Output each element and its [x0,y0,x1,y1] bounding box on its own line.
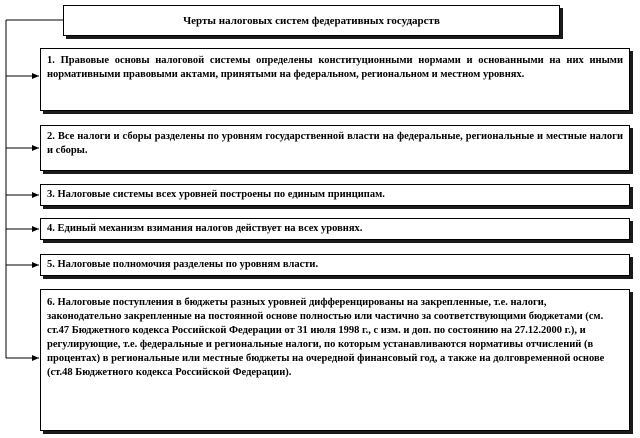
diagram-title-box [63,5,560,36]
feature-box-2 [40,125,630,171]
feature-text-6: 6. Налоговые поступления в бюджеты разных уровней дифференцированы на закрепленные, т.е. налоги, законодательно закрепленные на постоянной основе полностью или частично за соответствующими бюджетами (см. ст.47 Бюджетного кодекса Российской Федерации от 31 июля 1998 г., с изм. и доп. по состоянию на 27.12.2000 г.), и регулирующие, т.е. федеральные и региональные налоги, по которым устанавливаются нормативы отчислений (в процентах) в региональные или местные бюджеты на очередной финансовый год, а также на долговременной основе (ст.48 Бюджетного кодекса Российской Федерации). [47,297,605,378]
diagram-title: Черты налоговых систем федеративных государств [183,14,440,27]
feature-text-2: 2. Все налоги и сборы разделены по уровням государственной власти на федеральные, региональные и местные налоги и сборы. [47,131,623,156]
feature-box-4 [40,218,630,240]
feature-box-5 [40,254,630,276]
feature-box-1 [40,48,630,111]
feature-box-3 [40,184,630,206]
feature-text-3: 3. Налоговые системы всех уровней построены по единым принципам. [47,189,385,200]
feature-text-4: 4. Единый механизм взимания налогов действует на всех уровнях. [47,223,363,234]
feature-text-1: 1. Правовые основы налоговой системы определены конституционными нормами и основанными на них иными нормативными правовыми актами, принятыми на федеральном, региональном и местном уровнях. [47,55,623,80]
feature-text-5: 5. Налоговые полномочия разделены по уровням власти. [47,259,319,270]
feature-box-6 [40,289,630,431]
